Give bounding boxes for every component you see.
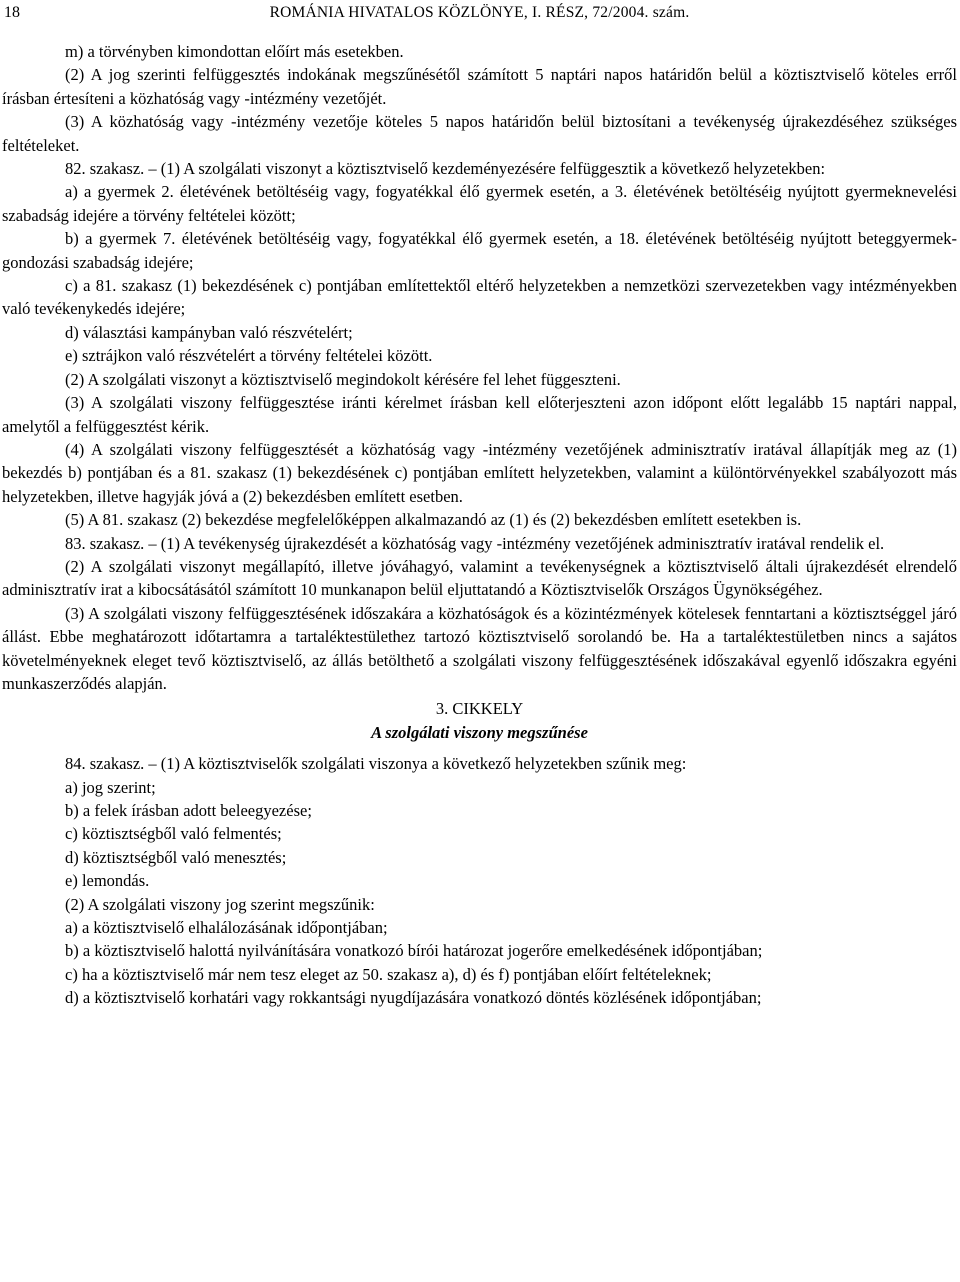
list-item: c) köztisztségből való felmentés; [65, 824, 282, 844]
list-item: a) a gyermek 2. életévének betöltéséig vagy, fogyatékkal élő gyermek esetén, a 3. életévének betöltéséig nyújtott gyermeknevelési szabadság idejére a törvény feltételei között; [2, 182, 957, 225]
list-item: e) lemondás. [65, 871, 150, 891]
paragraph: (3) A szolgálati viszony felfüggesztésének időszakára a közhatóságok és a közintézmények kötelesek fenntartani a köztisztséggel járó állást. Ebbe meghatározott időtartamra a tartaléktestülethez tartozó köztisztviselő sorolandó be. Ha a tartaléktestületben nincs a sajátos követelményeknek eleget tevő köztisztviselő, az állás betölthető a szolgálati viszony felfüggesztésének időszakával egyenlő időszakra egyéni munkaszerződés alapján. [2, 603, 957, 693]
list-item: c) a 81. szakasz (1) bekezdésének c) pontjában említettektől eltérő helyzetekben a nemzetközi szervezetekben vagy intézményekben való tevékenykedés idejére; [2, 276, 957, 319]
running-title: ROMÁNIA HIVATALOS KÖZLÖNYE, I. RÉSZ, 72/2004. szám. [269, 4, 690, 21]
list-item: b) a felek írásban adott beleegyezése; [65, 801, 312, 820]
list-item: a) a köztisztviselő elhalálozásának időpontjában; [65, 918, 388, 938]
list-item: a) jog szerint; [65, 777, 156, 797]
document-body [2, 40, 957, 1010]
page-number: 18 [4, 4, 20, 21]
paragraph: (5) A 81. szakasz (2) bekezdése megfelelőképpen alkalmazandó az (1) és (2) bekezdésben említett esetekben is. [65, 510, 802, 530]
list-item: d) a köztisztviselő korhatári vagy rokkantsági nyugdíjazására vonatkozó döntés közlésének időpontjában; [65, 988, 762, 1008]
list-item: e) sztrájkon való részvételért a törvény feltételei között. [65, 346, 433, 366]
article-number: 3. CIKKELY [435, 699, 524, 719]
list-item: d) köztisztségből való menesztés; [65, 847, 287, 867]
page-header [2, 4, 957, 26]
list-item: b) a köztisztviselő halottá nyilvánítására vonatkozó bírói határozat jogerőre emelkedésének időpontjában; [65, 941, 763, 961]
paragraph: (2) A jog szerinti felfüggesztés indokának megszűnésétől számított 5 naptári napos határidőn belül a köztisztviselő köteles erről írásban értesíteni a közhatóság vagy -intézmény vezetőjét. [2, 65, 957, 108]
paragraph: (2) A szolgálati viszony jog szerint megszűnik: [65, 894, 375, 914]
paragraph: (2) A szolgálati viszonyt megállapító, illetve jóváhagyó, valamint a tevékenységnek a köztisztviselő általi újrakezdését elrendelő adminisztratív irat a kibocsátásától számított 10 munkanapon belül eljuttatandó a Köztisztviselők Országos Ügynökségéhez. [2, 556, 957, 600]
section-84-paragraph: 84. szakasz. – (1) A köztisztviselők szolgálati viszonya a következő helyzetekben szűnik meg: [65, 754, 687, 774]
list-item: c) ha a köztisztviselő már nem tesz eleget az 50. szakasz a), d) és f) pontjában előírt feltételeknek; [65, 964, 712, 984]
paragraph: m) a törvényben kimondottan előírt más esetekben. [65, 42, 404, 61]
article-title: A szolgálati viszony megszűnése [371, 722, 588, 742]
paragraph: (3) A közhatóság vagy -intézmény vezetője köteles 5 napos határidőn belül biztosítani a tevékenység újrakezdéséhez szükséges feltételeket. [2, 112, 957, 155]
list-item: b) a gyermek 7. életévének betöltéséig vagy, fogyatékkal élő gyermek esetén, a 18. életévének betöltéséig nyújtott beteggyermek-gondozási szabadság idejére; [2, 229, 957, 272]
section-83-paragraph: 83. szakasz. – (1) A tevékenység újrakezdését a közhatóság vagy -intézmény vezetőjének adminisztratív iratával rendelik el. [65, 533, 885, 553]
gazette-page [0, 4, 960, 1282]
paragraph: (2) A szolgálati viszonyt a köztisztviselő megindokolt kérésére fel lehet függeszteni. [65, 369, 621, 389]
paragraph: (3) A szolgálati viszony felfüggesztése iránti kérelmet írásban kell előterjeszteni azon időpont előtt legalább 15 naptári nappal, amelytől a felfüggesztést kérik. [2, 393, 957, 436]
list-item: d) választási kampányban való részvételért; [65, 322, 353, 342]
section-82-paragraph: 82. szakasz. – (1) A szolgálati viszonyt a köztisztviselő kezdeményezésére felfüggesztik a következő helyzetekben: [65, 159, 826, 179]
paragraph: (4) A szolgálati viszony felfüggesztését a közhatóság vagy -intézmény vezetőjének adminisztratív iratával állapítják meg az (1) bekezdés b) pontjában és a 81. szakasz (1) bekezdésének c) pontjában említett helyzetekben, valamint a különtörvényekkel szabályozott más helyzetekben, illetve hagyják jóvá a (2) bekezdésben említett esetben. [2, 439, 957, 506]
